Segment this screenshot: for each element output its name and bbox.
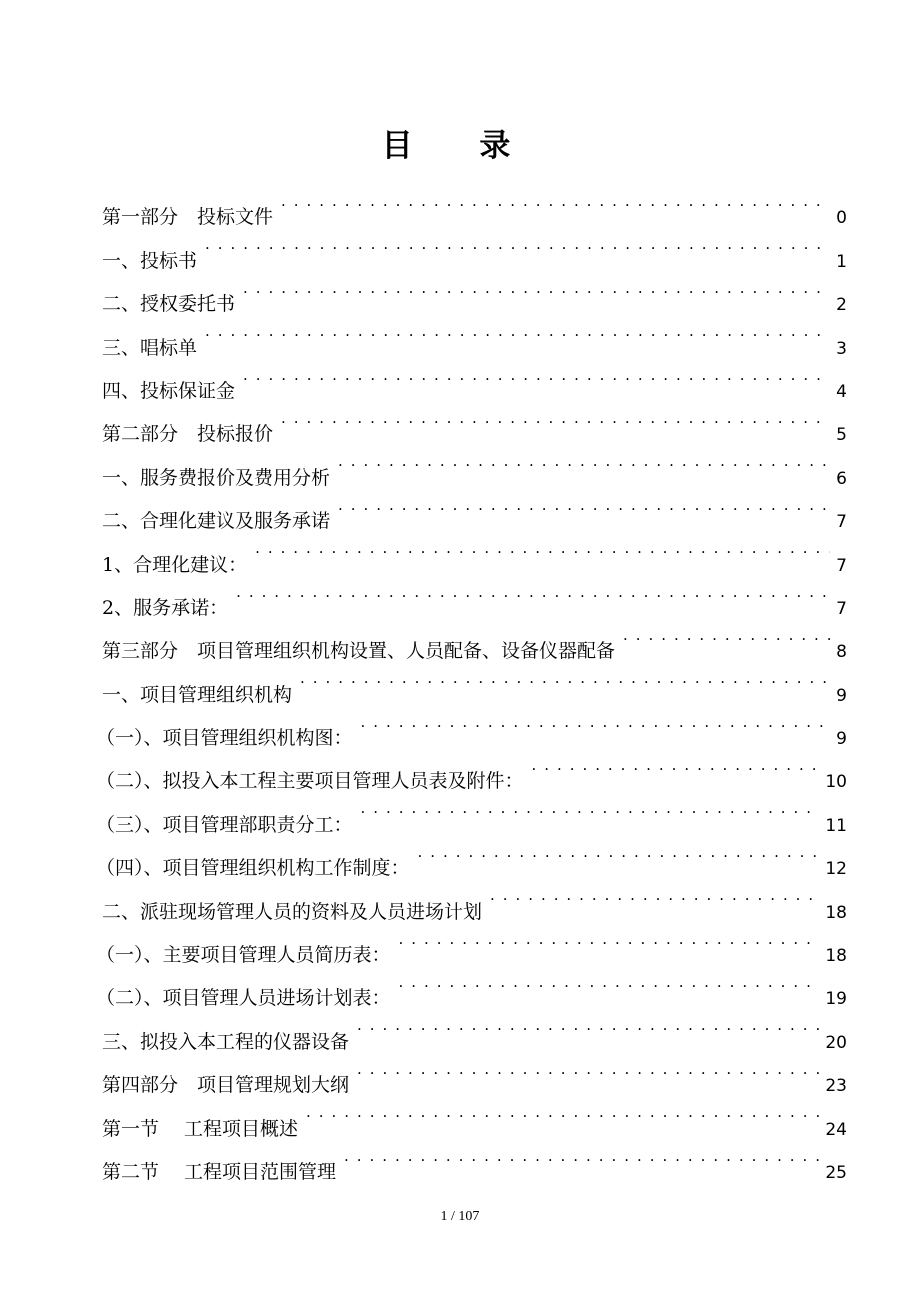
toc-dot-leader [281, 397, 830, 440]
toc-entry-label: 二、派驻现场管理人员的资料及人员进场计划 [102, 900, 483, 923]
toc-entry-label: （一）、项目管理组织机构图： [96, 727, 353, 750]
toc-entry-label: 2、服务承诺： [102, 596, 229, 619]
toc-page-number: 4 [836, 381, 847, 402]
toc-dot-leader [243, 267, 830, 310]
toc-dot-leader [281, 180, 830, 223]
toc-entry-label: 三、拟投入本工程的仪器设备 [102, 1030, 350, 1053]
toc-entry-label: 一、项目管理组织机构 [102, 683, 293, 706]
toc-dot-leader [236, 571, 830, 614]
toc-entry-label: （四）、项目管理组织机构工作制度： [96, 857, 410, 880]
toc-page-number: 9 [836, 729, 847, 750]
toc-entry-label: （一）、主要项目管理人员简历表： [96, 944, 391, 967]
toc-page-number: 24 [825, 1119, 847, 1140]
toc-page-number: 23 [825, 1076, 847, 1097]
toc-dot-leader [361, 701, 831, 744]
toc-entry-label: 第二节 工程项目范围管理 [102, 1160, 337, 1183]
toc-page-number: 6 [836, 468, 847, 489]
toc-entry[interactable] [102, 310, 847, 359]
toc-page-number: 11 [825, 815, 847, 836]
toc-page-number: 1 [836, 251, 847, 272]
toc-page-number: 0 [836, 208, 847, 229]
toc-dot-leader [306, 1091, 819, 1134]
toc-page-number: 7 [836, 555, 847, 576]
toc-dot-leader [344, 1135, 819, 1178]
toc-page-number: 7 [836, 598, 847, 619]
toc-entry-label: 一、投标书 [102, 249, 198, 272]
toc-entry-label: 二、授权委托书 [102, 293, 236, 316]
toc-dot-leader [399, 961, 820, 1004]
toc-entry-label: 一、服务费报价及费用分析 [102, 466, 331, 489]
toc-dot-leader [338, 440, 830, 483]
toc-page-number: 5 [836, 425, 847, 446]
toc-page-number: 25 [825, 1162, 847, 1183]
toc-page-number: 10 [825, 772, 847, 793]
toc-page-number: 2 [836, 295, 847, 316]
toc-page-number: 8 [836, 642, 847, 663]
toc-dot-leader [623, 614, 830, 657]
toc-dot-leader [361, 787, 820, 830]
toc-entry[interactable] [102, 267, 847, 316]
toc-dot-leader [418, 831, 820, 874]
toc-entry-label: 第四部分 项目管理规划大纲 [102, 1074, 350, 1097]
toc-dot-leader [255, 527, 830, 570]
toc-entry-label: 四、投标保证金 [102, 379, 236, 402]
toc-entry-label: 第三部分 项目管理组织机构设置、人员配备、设备仪器配备 [102, 640, 616, 663]
toc-entry[interactable] [102, 354, 847, 402]
toc-entry-label: 1、合理化建议： [102, 553, 248, 576]
toc-page-number: 7 [836, 512, 847, 533]
toc-entry[interactable] [102, 223, 847, 272]
toc-dot-leader [300, 657, 830, 700]
toc-entry-label: （二）、项目管理人员进场计划表： [96, 987, 391, 1010]
toc-entry-label: 第二部分 投标报价 [102, 423, 274, 446]
toc-entry-label: （三）、项目管理部职责分工： [96, 813, 353, 836]
toc-entry-label: （二）、拟投入本工程主要项目管理人员表及附件： [96, 770, 524, 793]
toc-page-number: 20 [825, 1032, 847, 1053]
toc-page-number: 18 [825, 902, 847, 923]
toc-entry-label: 第一部分 投标文件 [102, 206, 274, 229]
toc-entry-label: 第一节 工程项目概述 [102, 1117, 299, 1140]
toc-dot-leader [490, 874, 819, 917]
toc-page-number: 12 [825, 859, 847, 880]
toc-dot-leader [243, 354, 830, 397]
toc-entry[interactable] [102, 180, 847, 229]
toc-dot-leader [338, 484, 830, 527]
page-title: 目 录 [381, 128, 539, 164]
toc-dot-leader [357, 1048, 819, 1091]
toc-entry-label: 三、唱标单 [102, 336, 198, 359]
toc-page-number: 19 [825, 989, 847, 1010]
page-footer-number: 1 / 107 [440, 1209, 480, 1224]
toc-page-number: 3 [836, 338, 847, 359]
toc-dot-leader [357, 1004, 819, 1047]
toc-dot-leader [399, 918, 820, 961]
toc-dot-leader [205, 223, 830, 266]
toc-entry-label: 二、合理化建议及服务承诺 [102, 510, 331, 533]
table-of-contents [96, 180, 847, 1183]
toc-dot-leader [532, 744, 820, 787]
toc-dot-leader [205, 310, 830, 353]
toc-page-number: 18 [825, 946, 847, 967]
toc-page-number: 9 [836, 685, 847, 706]
